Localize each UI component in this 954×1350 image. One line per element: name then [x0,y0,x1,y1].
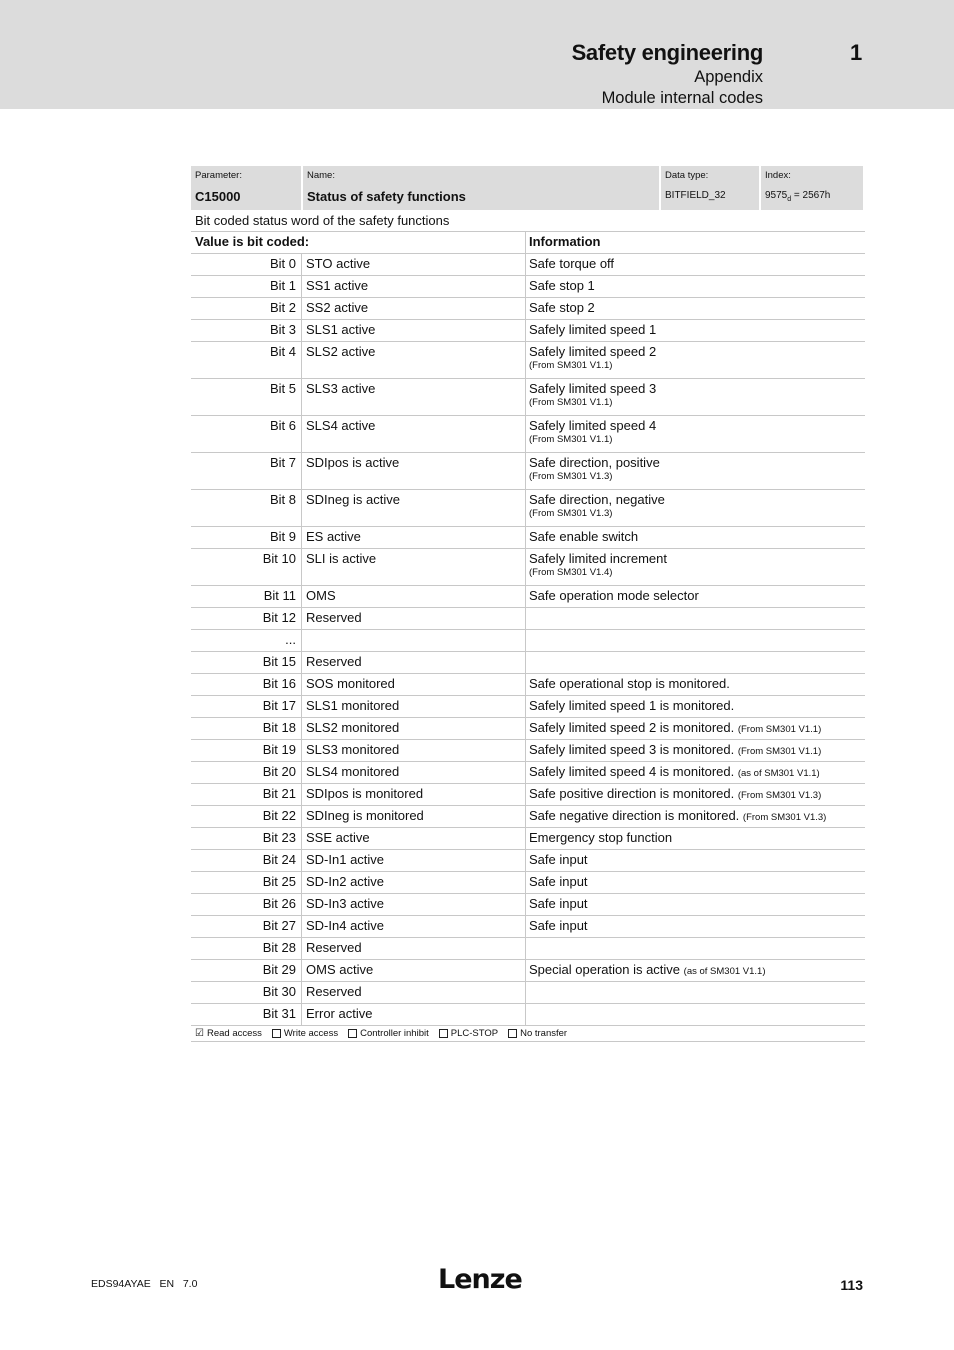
information-text: Safe input [529,918,588,933]
bit-information [526,379,865,415]
parameter-table [191,166,865,1042]
version-note: (From SM301 V1.1) [529,360,613,371]
information-text: Safely limited speed 3 [529,381,657,396]
bit-name: SDIneg is monitored [302,806,526,827]
bit-information [526,718,865,739]
bit-number: Bit 16 [191,674,302,695]
bit-information [526,762,865,783]
bit-name: SD-In4 active [302,916,526,937]
table-row [191,276,865,298]
table-row [191,379,865,416]
bit-information [526,320,865,341]
bit-name: SD-In3 active [302,894,526,915]
parameter-meta-header [191,166,865,210]
bit-rows [191,254,865,1026]
bit-number: Bit 24 [191,850,302,871]
bit-name: SLS2 monitored [302,718,526,739]
table-row [191,1004,865,1026]
bit-name: SD-In1 active [302,850,526,871]
checked-box-icon: ☑ [195,1028,204,1039]
table-row [191,674,865,696]
chapter-number: 1 [850,40,863,65]
bit-information [526,608,865,629]
index-rest: = 2567h [791,190,831,201]
bit-number: Bit 25 [191,872,302,893]
bit-name: OMS active [302,960,526,981]
checkbox-icon [272,1029,281,1038]
bit-information [526,828,865,849]
index-cell [761,166,863,210]
information-text: Safe input [529,874,588,889]
bit-information [526,850,865,871]
bit-name: STO active [302,254,526,275]
flag-label: Write access [283,1028,339,1039]
table-row [191,696,865,718]
information-text: Safe operational stop is monitored. [529,676,730,691]
table-row [191,850,865,872]
flag-label: No transfer [520,1028,568,1039]
information-text: Safely limited speed 1 [529,322,657,337]
parameter-cell [191,166,301,210]
flag-item [348,1026,429,1041]
table-row [191,784,865,806]
flag-item [272,1026,338,1041]
data-type-value: BITFIELD_32 [665,190,726,201]
information-text: Safe positive direction is monitored. [529,786,735,801]
bit-number: Bit 30 [191,982,302,1003]
bit-name: SDIpos is active [302,453,526,489]
header-band [0,0,954,109]
version-note: (From SM301 V1.3) [529,508,613,519]
bit-information [526,916,865,937]
flag-item [508,1026,567,1041]
bit-number: Bit 5 [191,379,302,415]
table-row [191,960,865,982]
table-row [191,527,865,549]
bit-number: Bit 18 [191,718,302,739]
bit-information [526,527,865,548]
bit-information [526,982,865,1003]
bit-information [526,740,865,761]
bit-information [526,298,865,319]
index-value [765,190,859,203]
bit-information [526,630,865,651]
information-text: Safely limited speed 2 is monitored. [529,720,735,735]
name-cell [303,166,659,210]
flag-label: PLC-STOP [450,1028,499,1039]
checkbox-icon [508,1029,517,1038]
bit-number: Bit 28 [191,938,302,959]
table-row [191,453,865,490]
data-type-label: Data type: [665,170,709,181]
table-row [191,828,865,850]
bit-number: Bit 31 [191,1004,302,1025]
information-text: Safe negative direction is monitored. [529,808,740,823]
bit-information [526,938,865,959]
parameter-name: Status of safety functions [307,189,466,204]
bit-number: Bit 15 [191,652,302,673]
bit-name: SLS3 monitored [302,740,526,761]
name-label: Name: [307,170,335,181]
bit-number: Bit 29 [191,960,302,981]
checkbox-icon [439,1029,448,1038]
bit-name: SLS4 monitored [302,762,526,783]
information-text: Safe direction, positive [529,455,660,470]
bit-information [526,490,865,526]
bit-name: Error active [302,1004,526,1025]
bit-number: Bit 19 [191,740,302,761]
bit-information [526,342,865,378]
bit-name: OMS [302,586,526,607]
bit-name: SS1 active [302,276,526,297]
bit-information [526,806,865,827]
bit-information [526,652,865,673]
bit-number: Bit 7 [191,453,302,489]
page-title: Safety engineering [571,40,763,65]
information-text: Safely limited speed 1 is monitored. [529,698,735,713]
information-text: Safely limited speed 3 is monitored. [529,742,735,757]
bit-name: Reserved [302,938,526,959]
table-row [191,718,865,740]
version-note: (From SM301 V1.3) [737,790,822,801]
table-row [191,762,865,784]
information-text: Safe operation mode selector [529,588,699,603]
bit-name: SDIpos is monitored [302,784,526,805]
subsection-title: Module internal codes [601,89,763,107]
bit-number: Bit 12 [191,608,302,629]
version-note: (as of SM301 V1.1) [683,966,766,977]
version-note: (From SM301 V1.4) [529,567,613,578]
flag-item [439,1026,498,1041]
version-note: (From SM301 V1.3) [742,812,827,823]
bit-information [526,453,865,489]
index-label: Index: [765,170,791,181]
information-text: Safely limited speed 4 is monitored. [529,764,735,779]
bit-information [526,416,865,452]
table-row [191,652,865,674]
section-title: Appendix [694,68,763,86]
bit-number: ... [191,630,302,651]
bit-number: Bit 23 [191,828,302,849]
bit-number: Bit 27 [191,916,302,937]
table-header-row [191,232,865,254]
bit-name: SLS1 monitored [302,696,526,717]
bit-name: SLS1 active [302,320,526,341]
checkbox-icon [348,1029,357,1038]
information-text: Safely limited increment [529,551,667,566]
bit-information [526,1004,865,1025]
bit-number: Bit 1 [191,276,302,297]
table-row [191,806,865,828]
table-row [191,982,865,1004]
table-row [191,608,865,630]
bit-number: Bit 20 [191,762,302,783]
version-note: (From SM301 V1.3) [529,471,613,482]
bit-information [526,586,865,607]
bit-information [526,784,865,805]
information-text: Special operation is active [529,962,681,977]
information-text: Safe stop 2 [529,300,595,315]
version-note: (From SM301 V1.1) [529,434,613,445]
bit-name: SSE active [302,828,526,849]
bit-name: Reserved [302,982,526,1003]
index-subscript: d [787,196,792,203]
bit-name: ES active [302,527,526,548]
information-text: Safe input [529,852,588,867]
bit-information [526,696,865,717]
table-row [191,938,865,960]
bit-number: Bit 3 [191,320,302,341]
page-number: 113 [840,1277,863,1293]
information-text: Safely limited speed 2 [529,344,657,359]
bit-name: SLS4 active [302,416,526,452]
bit-number: Bit 21 [191,784,302,805]
table-row [191,894,865,916]
bit-name: SLS3 active [302,379,526,415]
information-header: Information [529,234,601,249]
flag-label: Read access [206,1028,262,1039]
bit-number: Bit 2 [191,298,302,319]
bit-information [526,872,865,893]
bit-number: Bit 17 [191,696,302,717]
bit-information [526,276,865,297]
bit-name: SS2 active [302,298,526,319]
table-row [191,586,865,608]
bit-number: Bit 22 [191,806,302,827]
bit-information [526,674,865,695]
bit-name: SOS monitored [302,674,526,695]
bit-number: Bit 6 [191,416,302,452]
bit-name: SLS2 active [302,342,526,378]
table-row [191,342,865,379]
bit-name: SLI is active [302,549,526,585]
flag-label: Controller inhibit [360,1028,429,1039]
lenze-logo: Lenze [438,1264,522,1295]
document-id: EDS94AYAE EN 7.0 [91,1278,198,1290]
information-text: Safe direction, negative [529,492,665,507]
version-note: (From SM301 V1.1) [737,746,822,757]
bit-name: SD-In2 active [302,872,526,893]
table-row [191,416,865,453]
bit-information [526,960,865,981]
information-text: Emergency stop function [529,830,673,845]
version-note: (From SM301 V1.1) [529,397,613,408]
bit-name: Reserved [302,652,526,673]
table-row [191,549,865,586]
bit-number: Bit 0 [191,254,302,275]
table-row [191,740,865,762]
bit-name [302,630,526,651]
bit-name: Reserved [302,608,526,629]
table-row [191,916,865,938]
flag-item [195,1026,262,1041]
table-row [191,872,865,894]
bit-number: Bit 8 [191,490,302,526]
information-text: Safe enable switch [529,529,639,544]
bit-number: Bit 11 [191,586,302,607]
parameter-code: C15000 [195,189,241,204]
version-note: (as of SM301 V1.1) [737,768,820,779]
table-row [191,298,865,320]
table-row [191,490,865,527]
table-row [191,320,865,342]
bit-number: Bit 4 [191,342,302,378]
index-main: 9575 [765,190,788,201]
table-row [191,254,865,276]
table-row [191,630,865,652]
bit-number: Bit 9 [191,527,302,548]
access-flags [191,1026,865,1042]
information-text: Safe torque off [529,256,615,271]
value-header: Value is bit coded: [191,232,526,253]
parameter-label: Parameter: [195,170,242,181]
bit-number: Bit 26 [191,894,302,915]
version-note: (From SM301 V1.1) [737,724,822,735]
bit-information [526,549,865,585]
data-type-cell [661,166,759,210]
information-text: Safe input [529,896,588,911]
bit-information [526,254,865,275]
information-text: Safely limited speed 4 [529,418,657,433]
bit-number: Bit 10 [191,549,302,585]
bit-information [526,894,865,915]
information-text: Safe stop 1 [529,278,595,293]
parameter-description: Bit coded status word of the safety functions [191,210,865,232]
bit-name: SDIneg is active [302,490,526,526]
